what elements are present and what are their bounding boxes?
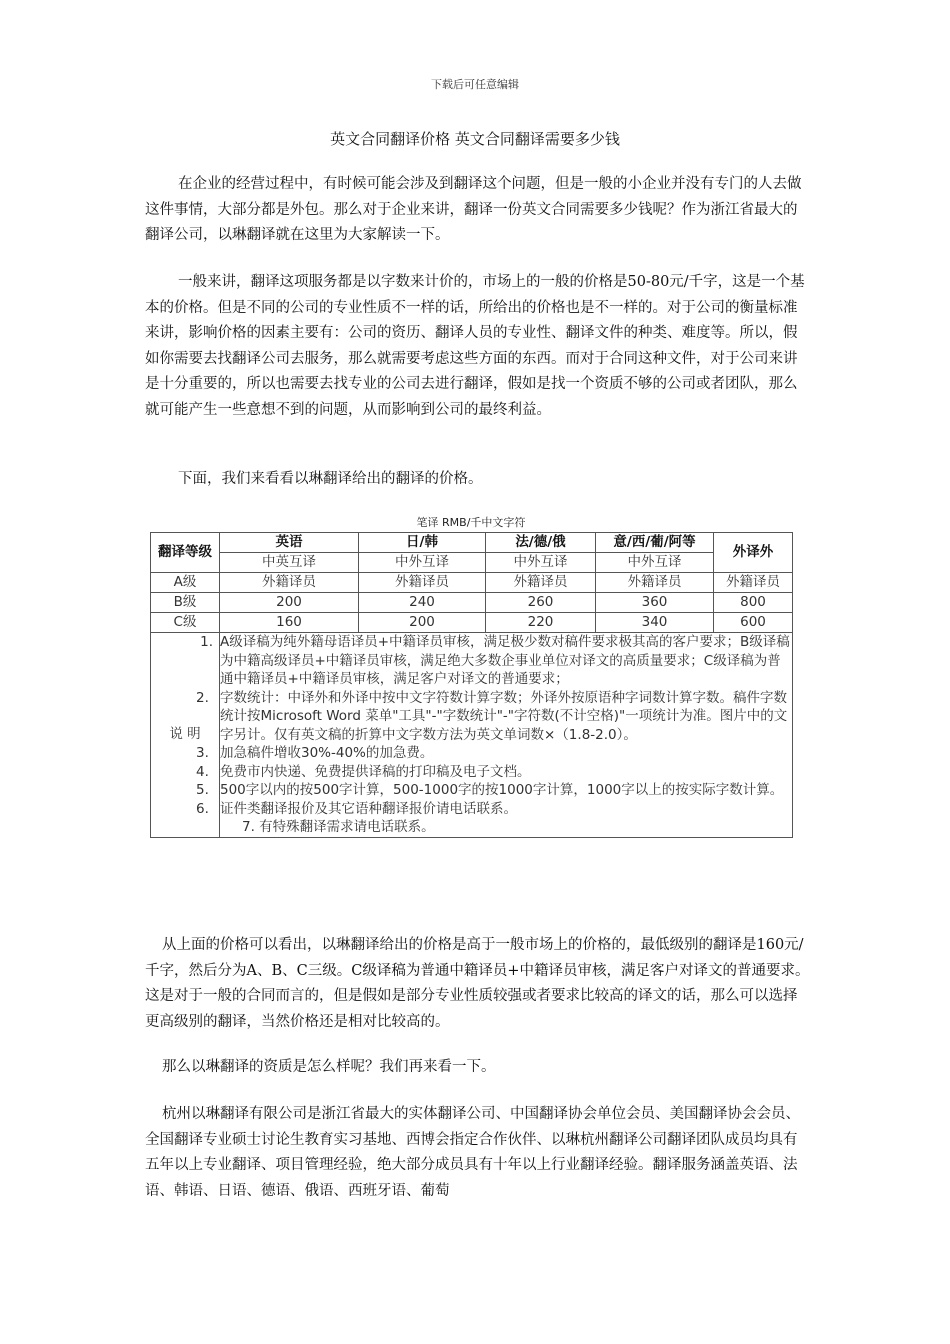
table-cell: 160 [220, 613, 359, 633]
sub-header: 中英互译 [220, 553, 359, 573]
table-subheader-row [151, 553, 793, 573]
table-row [151, 573, 793, 593]
paragraph-qualification-intro: 那么以琳翻译的资质是怎么样呢？我们再来看一下。 [162, 1059, 496, 1075]
note-text: 证件类翻译报价及其它语种翻译报价请电话联系。 [220, 800, 517, 817]
note-text: 500字以内的按500字计算，500-1000字的按1000字计算，1000字以上的按实际字数计算。 [220, 782, 784, 798]
table-row [151, 613, 793, 633]
notes-label: 说 明 [169, 726, 201, 743]
lang-header: 意/西/葡/阿等 [596, 533, 714, 553]
notes-label-cell [151, 633, 220, 838]
table-header-row [151, 533, 793, 553]
level-cell: A级 [151, 573, 220, 593]
note-item [196, 744, 792, 763]
table-cell: 外籍译员 [359, 573, 486, 593]
note-number: 1. [200, 634, 213, 650]
table-cell: 200 [220, 593, 359, 613]
note-text: 加急稿件增收30%-40%的加急费。 [220, 745, 434, 761]
note-item [196, 763, 792, 782]
note-text: 字数统计：中译外和外译中按中文字符数计算字数；外译外按原语种字词数计算字数。稿件字数统计按Microsoft Word 菜单"工具"-"字数统计"-"字符数(不计空格)"一项统计为准。图片中的文字另计。仅有英文稿的折算中文字数方法为英文单词数×（1.8-2.0）。 [220, 689, 788, 743]
note-number: 2. [196, 689, 209, 706]
note-item [220, 633, 792, 689]
price-table [150, 532, 793, 838]
table-cell: 外籍译员 [486, 573, 596, 593]
table-cell: 220 [486, 613, 596, 633]
table-cell: 800 [714, 593, 793, 613]
lang-header: 外译外 [714, 533, 793, 573]
table-cell: 外籍译员 [714, 573, 793, 593]
paragraph-company: 杭州以琳翻译有限公司是浙江省最大的实体翻译公司、中国翻译协会单位会员、美国翻译协会会员、全国翻译专业硕士讨论生教育实习基地、西博会指定合作伙伴、以琳杭州翻译公司翻译团队成员均具有五年以上专业翻译、项目管理经验，绝大部分成员具有十年以上行业翻译经验。翻译服务涵盖英语、法语、韩语、日语、德语、俄语、西班牙语、葡萄 [145, 1106, 800, 1199]
table-row [151, 593, 793, 613]
page-header-note: 下载后可任意编辑 [431, 78, 519, 91]
note-text: A级译稿为纯外籍母语译员+中籍译员审核，满足极少数对稿件要求极其高的客户要求；B级译稿为中籍高级译员+中籍译员审核，满足绝大多数企事业单位对译文的高质量要求；C级译稿为普通中籍译员+中籍译员审核，满足客户对译文的普通要求； [220, 634, 790, 687]
table-cell: 340 [596, 613, 714, 633]
note-number: 5. [196, 782, 209, 798]
table-cell: 260 [486, 593, 596, 613]
lang-header: 英语 [220, 533, 359, 553]
table-cell: 360 [596, 593, 714, 613]
corner-header: 翻译等级 [151, 533, 220, 573]
table-cell: 600 [714, 613, 793, 633]
paragraph-pricing: 一般来讲，翻译这项服务都是以字数来计价的，市场上的一般的价格是50-80元/千字，这是一个基本的价格。但是不同的公司的专业性质不一样的话，所给出的价格也是不一样的。对于公司的衡量标准来讲，影响价格的因素主要有：公司的资历、翻译人员的专业性、翻译文件的种类、难度等。所以，假如你需要去找翻译公司去服务，那么就需要考虑这些方面的东西。而对于合同这种文件，对于公司来讲是十分重要的，所以也需要去找专业的公司去进行翻译，假如是找一个资质不够的公司或者团队，那么就可能产生一些意想不到的问题，从而影响到公司的最终利益。 [145, 274, 805, 418]
paragraph-intro: 在企业的经营过程中，有时候可能会涉及到翻译这个问题，但是一般的小企业并没有专门的人去做这件事情，大部分都是外包。那么对于企业来讲，翻译一份英文合同需要多少钱呢？作为浙江省最大的翻译公司，以琳翻译就在这里为大家解读一下。 [145, 176, 802, 243]
note-item: 7. 有特殊翻译需求请电话联系。 [242, 819, 435, 835]
table-cell: 240 [359, 593, 486, 613]
lang-header: 法/德/俄 [486, 533, 596, 553]
sub-header: 中外互译 [359, 553, 486, 573]
table-cell: 200 [359, 613, 486, 633]
paragraph-analysis: 从上面的价格可以看出，以琳翻译给出的价格是高于一般市场上的价格的，最低级别的翻译是160元/千字，然后分为A、B、C三级。C级译稿为普通中籍译员+中籍译员审核，满足客户对译文的普通要求。这是对于一般的合同而言的，但是假如是部分专业性质较强或者要求比较高的译文的话，那么可以选择更高级别的翻译，当然价格还是相对比较高的。 [145, 937, 810, 1030]
sub-header: 中外互译 [596, 553, 714, 573]
note-text: 免费市内快递、免费提供译稿的打印稿及电子文档。 [220, 763, 531, 780]
lang-header: 日/韩 [359, 533, 486, 553]
sub-header: 中外互译 [486, 553, 596, 573]
note-item [196, 689, 792, 745]
note-number: 6. [196, 800, 209, 817]
note-number: 4. [196, 763, 209, 780]
document-title: 英文合同翻译价格 英文合同翻译需要多少钱 [330, 130, 620, 148]
table-cell: 外籍译员 [220, 573, 359, 593]
note-item [196, 781, 792, 800]
note-number: 3. [196, 745, 209, 761]
table-caption: 笔译 RMB/千中文字符 [416, 516, 526, 529]
note-item [196, 800, 792, 819]
level-cell: C级 [151, 613, 220, 633]
level-cell: B级 [151, 593, 220, 613]
notes-cell [196, 633, 793, 838]
paragraph-lead-in: 下面，我们来看看以琳翻译给出的翻译的价格。 [178, 471, 483, 487]
table-cell: 外籍译员 [596, 573, 714, 593]
notes-row [151, 633, 793, 838]
